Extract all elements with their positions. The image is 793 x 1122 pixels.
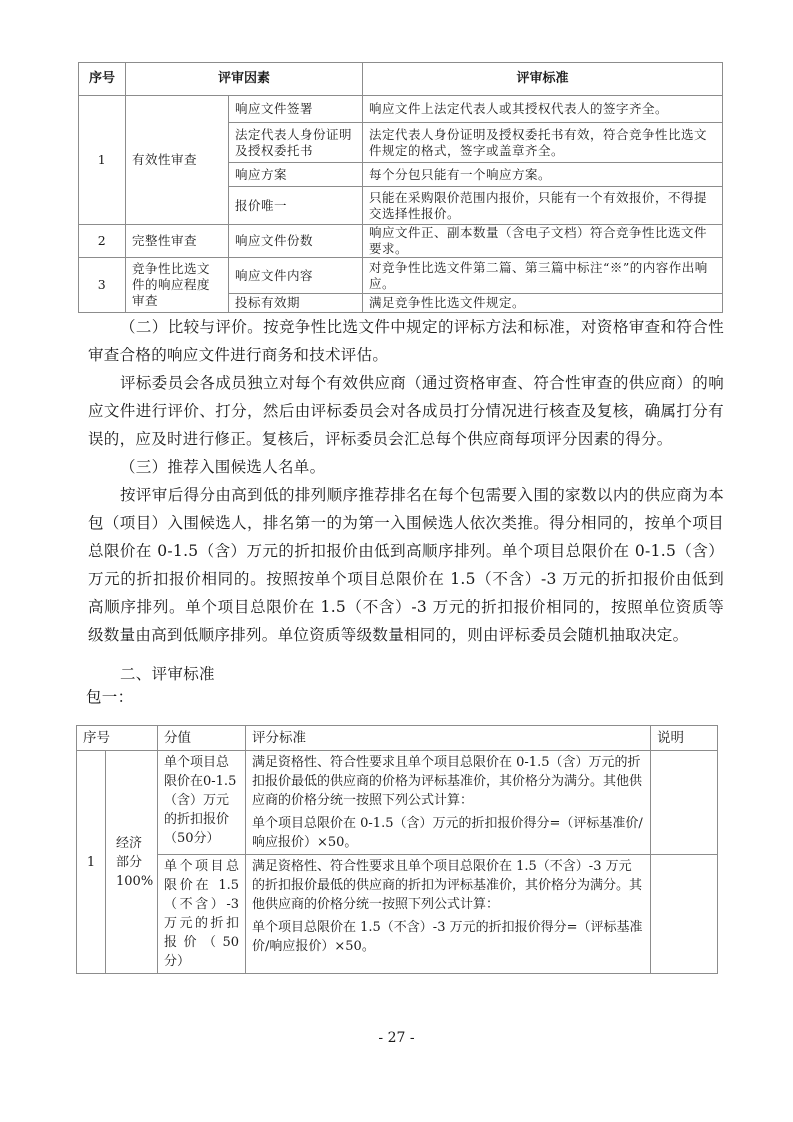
row-index: 1 (77, 751, 106, 974)
row-item: 法定代表人身份证明及授权委托书 (229, 123, 363, 163)
table-row (79, 225, 723, 258)
note-cell (651, 855, 718, 974)
review-factors-table (78, 62, 723, 313)
paragraph-committee: 评标委员会各成员独立对每个有效供应商（通过资格审查、符合性审查的供应商）的响应文件进行评价、打分，然后由评标委员会对各成员打分情况进行核查及复核，确属打分有误的，应及时进行修正。复核后，评标委员会汇总每个供应商每项评分因素的得分。 (88, 374, 724, 448)
criteria-formula: 单个项目总限价在 0-1.5（含）万元的折扣报价得分=（评标基准价/响应报价）×50。 (252, 816, 643, 850)
paragraph-ranking: 按评审后得分由高到低的排列顺序推荐排名在每个包需要入围的家数以内的供应商为本包（项目）入围候选人，排名第一的为第一入围候选人依次类推。得分相同的，按单个项目总限价在 0-1.5（含）万元的折扣报价由低到高顺序排列。单个项目总限价在 0-1.5（含）万元的折扣报价相同的。按照按单个项目总限价在 1.5（不含）-3 万元的折扣报价由低到高顺序排列。单个项目总限价在 1.5（不含）-3 万元的折扣报价相同的，按照单位资质等级数量由高到低顺序排列。单位资质等级数量相同的，则由评标委员会随机抽取决定。 (88, 486, 724, 644)
scoring-table (76, 725, 718, 974)
header-factor: 评审因素 (126, 63, 363, 96)
criteria-text: 满足资格性、符合性要求且单个项目总限价在 1.5（不含）-3 万元的折扣报价最低的供应商的折扣为评标基准价，其价格分为满分。其他供应商的价格分统一按照下列公式计算： (252, 859, 643, 912)
group-index: 2 (79, 225, 126, 258)
header-standard: 评审标准 (363, 63, 723, 96)
row-standard: 响应文件正、副本数量（含电子文档）符合竞争性比选文件要求。 (363, 225, 723, 258)
row-standard: 每个分包只能有一个响应方案。 (363, 163, 723, 187)
row-item: 响应方案 (229, 163, 363, 187)
header-index: 序号 (77, 726, 158, 751)
row-standard: 响应文件上法定代表人或其授权代表人的签字齐全。 (363, 96, 723, 123)
table-row (79, 258, 723, 294)
table-row (77, 751, 718, 855)
row-item: 投标有效期 (229, 294, 363, 313)
row-category: 经济部分100% (106, 751, 158, 974)
package-label: 包一： (86, 688, 134, 706)
row-standard: 法定代表人身份证明及授权委托书有效，符合竞争性比选文件规定的格式，签字或盖章齐全。 (363, 123, 723, 163)
table-header-row (79, 63, 723, 96)
page-number: - 27 - (378, 1030, 415, 1046)
header-score: 分值 (158, 726, 246, 751)
row-standard: 只能在采购限价范围内报价，只能有一个有效报价，不得提交选择性报价。 (363, 187, 723, 225)
group-factor: 有效性审查 (126, 96, 229, 225)
row-item: 响应文件份数 (229, 225, 363, 258)
criteria-cell (246, 751, 651, 855)
row-standard: 对竞争性比选文件第二篇、第三篇中标注“※”的内容作出响应。 (363, 258, 723, 294)
paragraph-comparison: （二）比较与评价。按竞争性比选文件中规定的评标方法和标准，对资格审查和符合性审查合格的响应文件进行商务和技术评估。 (88, 318, 724, 364)
criteria-cell (246, 855, 651, 974)
header-index: 序号 (79, 63, 126, 96)
table-header-row (77, 726, 718, 751)
header-note: 说明 (651, 726, 718, 751)
paragraph-recommend-heading: （三）推荐入围候选人名单。 (120, 458, 326, 476)
group-factor: 完整性审查 (126, 225, 229, 258)
group-factor: 竞争性比选文件的响应程度审查 (126, 258, 229, 313)
group-index: 1 (79, 96, 126, 225)
score-item: 单个项目总限价在 1.5（不含）-3万元的折扣报价（50分） (158, 855, 246, 974)
table-row (79, 96, 723, 123)
table-row (77, 855, 718, 974)
section-title: 二、评审标准 (120, 665, 215, 683)
score-item: 单个项目总限价在0-1.5（含）万元的折扣报价（50分） (158, 751, 246, 855)
group-index: 3 (79, 258, 126, 313)
criteria-text: 满足资格性、符合性要求且单个项目总限价在 0-1.5（含）万元的折扣报价最低的供应商的价格为评标基准价，其价格分为满分。其他供应商的价格分统一按照下列公式计算： (252, 755, 643, 808)
row-standard: 满足竞争性比选文件规定。 (363, 294, 723, 313)
criteria-formula: 单个项目总限价在 1.5（不含）-3 万元的折扣报价得分=（评标基准价/响应报价）×50。 (252, 920, 643, 954)
note-cell (651, 751, 718, 855)
row-item: 报价唯一 (229, 187, 363, 225)
header-criteria: 评分标准 (246, 726, 651, 751)
row-item: 响应文件签署 (229, 96, 363, 123)
row-item: 响应文件内容 (229, 258, 363, 294)
